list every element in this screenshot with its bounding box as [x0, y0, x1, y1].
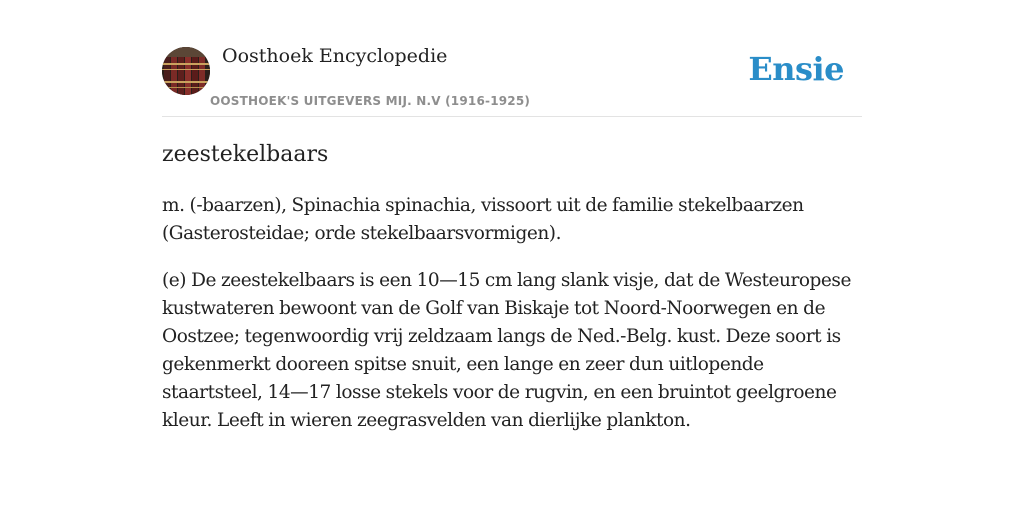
entry-card — [162, 0, 862, 435]
encyclopedia-books-icon[interactable] — [162, 47, 210, 95]
publisher-label: OOSTHOEK'S UITGEVERS MIJ. N.V (1916-1925) — [210, 94, 531, 108]
page-header — [162, 0, 862, 117]
entry-paragraph: (e) De zeestekelbaars is een 10—15 cm lang slank visje, dat de Westeuropese kustwateren bewoont van de Golf van Biskaje tot Noord-Noorwegen en de Oostzee; tegenwoordig vrij zeldzaam langs de Ned.-Belg. kust. Deze soort is gekenmerkt dooreen spitse snuit, een lange en zeer dun uitlopende staartsteel, 14—17 losse stekels voor de rugvin, en een bruintot geelgroene kleur. Leeft in wieren zeegrasvelden van dierlijke plankton. — [162, 270, 851, 431]
entry-headword: zeestekelbaars — [162, 142, 329, 167]
site-title[interactable]: Oosthoek Encyclopedie — [222, 45, 448, 67]
ensie-logo-link[interactable]: Ensie — [748, 50, 844, 88]
entry-paragraph: m. (-baarzen), Spinachia spinachia, vissoort uit de familie stekelbaarzen (Gasterosteidae; orde stekelbaarsvormigen). — [162, 195, 804, 244]
